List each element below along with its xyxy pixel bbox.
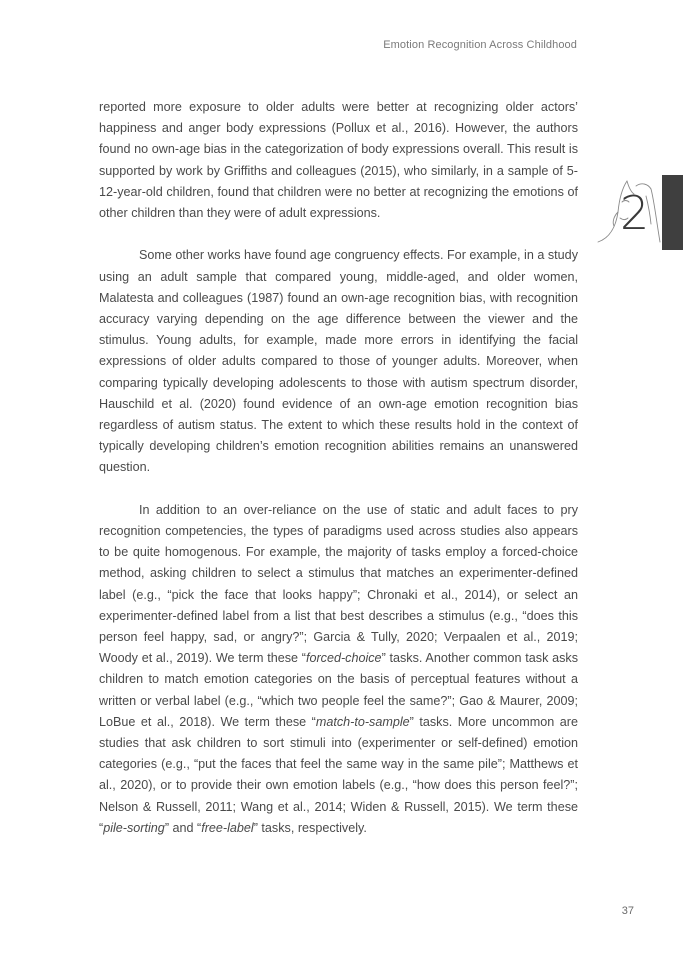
page-number: 37 — [621, 905, 634, 917]
paragraph-3-segment: In addition to an over-reliance on the use of static and adult faces to pry recognition competencies, the types of paradigms used across studies also appears to be quite homogenous. For example, the majority of tasks employ a forced-choice method, asking children to select a stimulus that matches an experimenter-defined label (e.g., “pick the face that looks happy”; Chronaki et al., 2014), or select an experimenter-defined label from a list that best describes a stimulus (e.g., “does this person feel happy, sad, or angry?”; Garcia & Tully, 2020; Verpaalen et al., 2019; Woody et al., 2019). We term these “ — [99, 502, 578, 666]
chapter-tab — [662, 175, 683, 250]
term-match-to-sample: match-to-sample — [315, 714, 410, 729]
paragraph-1: reported more exposure to older adults were better at recognizing older actors’ happiness and anger body expressions (Pollux et al., 2016). However, the authors found no own-age bias in the categorization of body expressions overall. This result is supported by work by Griffiths and colleagues (2015), who similarly, in a sample of 5-12-year-old children, found that children were no better at recognizing the emotions of other children than they were of adult expressions. — [99, 100, 578, 221]
term-pile-sorting: pile-sorting — [103, 820, 165, 835]
paragraph-3-segment: ” tasks. More uncommon are studies that ask children to sort stimuli into (experimenter or self-defined) emotion categories (e.g., “put the faces that feel the same way in the same pile”; Matthews et al., 2020), or to provide their own emotion labels (e.g., “how does this person feel?”; Nelson & Russell, 2011; Wang et al., 2014; Widen & Russell, 2015). We term these “ — [99, 714, 578, 835]
paragraph-3-segment: ” tasks, respectively. — [253, 820, 367, 835]
body-text — [99, 97, 578, 839]
term-free-label: free-label — [201, 820, 254, 835]
paragraph-2: Some other works have found age congruency effects. For example, in a study using an adult sample that compared young, middle-aged, and older women, Malatesta and colleagues (1987) found an own-age recognition bias, with recognition accuracy varying depending on the age difference between the viewer and the stimulus. Young adults, for example, made more errors in identifying the facial expressions of older adults compared to those of younger adults. Moreover, when comparing typically developing adolescents to those with autism spectrum disorder, Hauschild et al. (2020) found evidence of an own-age emotion recognition bias regardless of autism status. The extent to which these results hold in the context of typically developing children’s emotion recognition abilities remains an unanswered question. — [99, 248, 578, 475]
paragraph-3-segment: ” and “ — [164, 820, 202, 835]
chapter-number: 2 — [620, 186, 650, 240]
term-forced-choice: forced-choice — [305, 651, 382, 666]
running-head: Emotion Recognition Across Childhood — [383, 39, 577, 51]
paragraph-3-segment: ” tasks. Another common task asks children to match emotion categories on the basis of perceptual features without a written or verbal label (e.g., “which two people feel the same?”; Gao & Maurer, 2009; LoBue et al., 2018). We term these “ — [99, 651, 578, 729]
paragraph-3 — [99, 500, 578, 839]
